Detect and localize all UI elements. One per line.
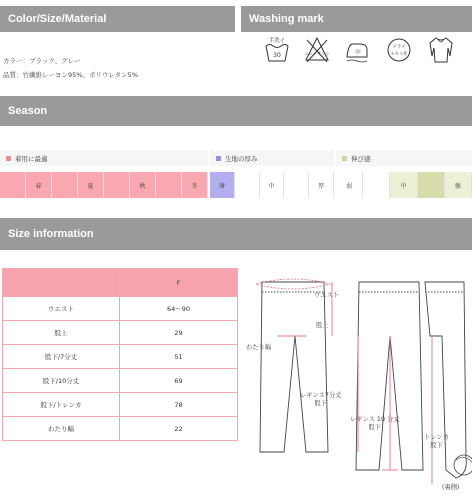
hand-wash-icon (264, 34, 290, 64)
foot-detail-icon (454, 455, 472, 475)
shirt-icon (428, 34, 454, 64)
washing-heading: Washing mark (249, 13, 324, 25)
stretch-scale (336, 172, 472, 198)
size-table-corner (3, 269, 120, 297)
wear-cell-summer: 夏 (78, 172, 104, 198)
stretch-swatch (342, 156, 347, 161)
wear-cell (52, 172, 78, 198)
no-bleach-icon (304, 34, 330, 64)
wear-cell-winter: 冬 (182, 172, 208, 198)
wear-cell-spring: 春 (26, 172, 52, 198)
washing-header (241, 6, 472, 32)
leggings-illustration (242, 270, 472, 498)
rise-label: 股上 (316, 322, 329, 329)
size-row-value: 22 (120, 417, 238, 441)
wear-cell (0, 172, 26, 198)
leggings-7-length (260, 282, 328, 452)
season-header (0, 96, 472, 126)
thickness-cell-thin: 薄 (210, 172, 235, 198)
fabric-line: 品質：竹繊維レーヨン95%、ポリウレタン5% (3, 71, 138, 79)
leggings-10-length (356, 282, 423, 470)
table-row (3, 321, 238, 345)
thickness-group-title (210, 150, 334, 166)
table-row (3, 345, 238, 369)
hand-wash-text: 手洗イ (268, 38, 286, 44)
size-row-label: わたり幅 (3, 417, 120, 441)
size-column-header: F (120, 269, 238, 297)
measurement-diagram (242, 270, 472, 498)
size-row-label: 股上 (3, 321, 120, 345)
size-row-label: 股下/トレンカ (3, 393, 120, 417)
size-row-label: 股下/10分丈 (3, 369, 120, 393)
inseam-7-label: レギンス7分丈 股下 (300, 392, 342, 407)
thickness-title: 生地の厚み (225, 154, 258, 163)
thickness-cell (235, 172, 260, 198)
size-row-label: ウエスト (3, 297, 120, 321)
inseam-trenka-label: トレンカ 股下 (424, 434, 450, 449)
wear-cell (156, 172, 182, 198)
dry-clean-subtext: セキユ系 (390, 51, 408, 56)
size-heading: Size information (8, 228, 94, 240)
iron-text: 中 (355, 50, 361, 56)
dry-clean-icon (386, 34, 412, 64)
color-line: カラー：ブラック、グレー (3, 57, 81, 65)
stretch-group-title (336, 150, 472, 166)
back-side-note: (裏側) (442, 484, 460, 491)
size-row-value: 69 (120, 369, 238, 393)
size-header (0, 218, 472, 250)
stretch-cell (363, 172, 390, 198)
wear-cell (104, 172, 130, 198)
thickness-scale (210, 172, 334, 198)
wear-swatch (6, 156, 11, 161)
size-row-value: 51 (120, 345, 238, 369)
size-table (2, 268, 238, 441)
thickness-swatch (216, 156, 221, 161)
table-row (3, 417, 238, 441)
thickness-cell-medium: 中 (260, 172, 285, 198)
table-row (3, 369, 238, 393)
material-header (0, 6, 235, 32)
waist-label: ウエスト (314, 292, 340, 299)
iron-icon (344, 34, 370, 64)
size-row-value: 78 (120, 393, 238, 417)
wear-cell-autumn: 秋 (130, 172, 156, 198)
stretch-title: 伸び感 (351, 154, 371, 163)
dry-clean-text: ドライ (392, 45, 406, 50)
stretch-cell-strong: 強 (445, 172, 472, 198)
wear-scale (0, 172, 208, 198)
hand-wash-temp: 30 (273, 52, 281, 59)
wear-title: 着用に最適 (15, 154, 48, 163)
no-bleach-text: エンソサラシ (304, 51, 330, 56)
thigh-width-label: わたり幅 (246, 344, 272, 351)
thickness-cell (284, 172, 309, 198)
wear-group-title (0, 150, 208, 166)
size-row-value: 29 (120, 321, 238, 345)
thickness-cell-thick: 厚 (309, 172, 334, 198)
table-row (3, 297, 238, 321)
stretch-cell-weak: 弱 (336, 172, 363, 198)
size-row-value: 64～90 (120, 297, 238, 321)
measurement-lines (256, 279, 432, 484)
material-heading: Color/Size/Material (8, 13, 107, 25)
size-row-label: 股下/7分丈 (3, 345, 120, 369)
table-row (3, 393, 238, 417)
stretch-cell (418, 172, 445, 198)
size-table-header-row (3, 269, 238, 297)
inseam-10-label: レギンス 10 分丈 股下 (350, 416, 400, 431)
season-heading: Season (8, 105, 48, 117)
stretch-cell-medium: 中 (390, 172, 417, 198)
